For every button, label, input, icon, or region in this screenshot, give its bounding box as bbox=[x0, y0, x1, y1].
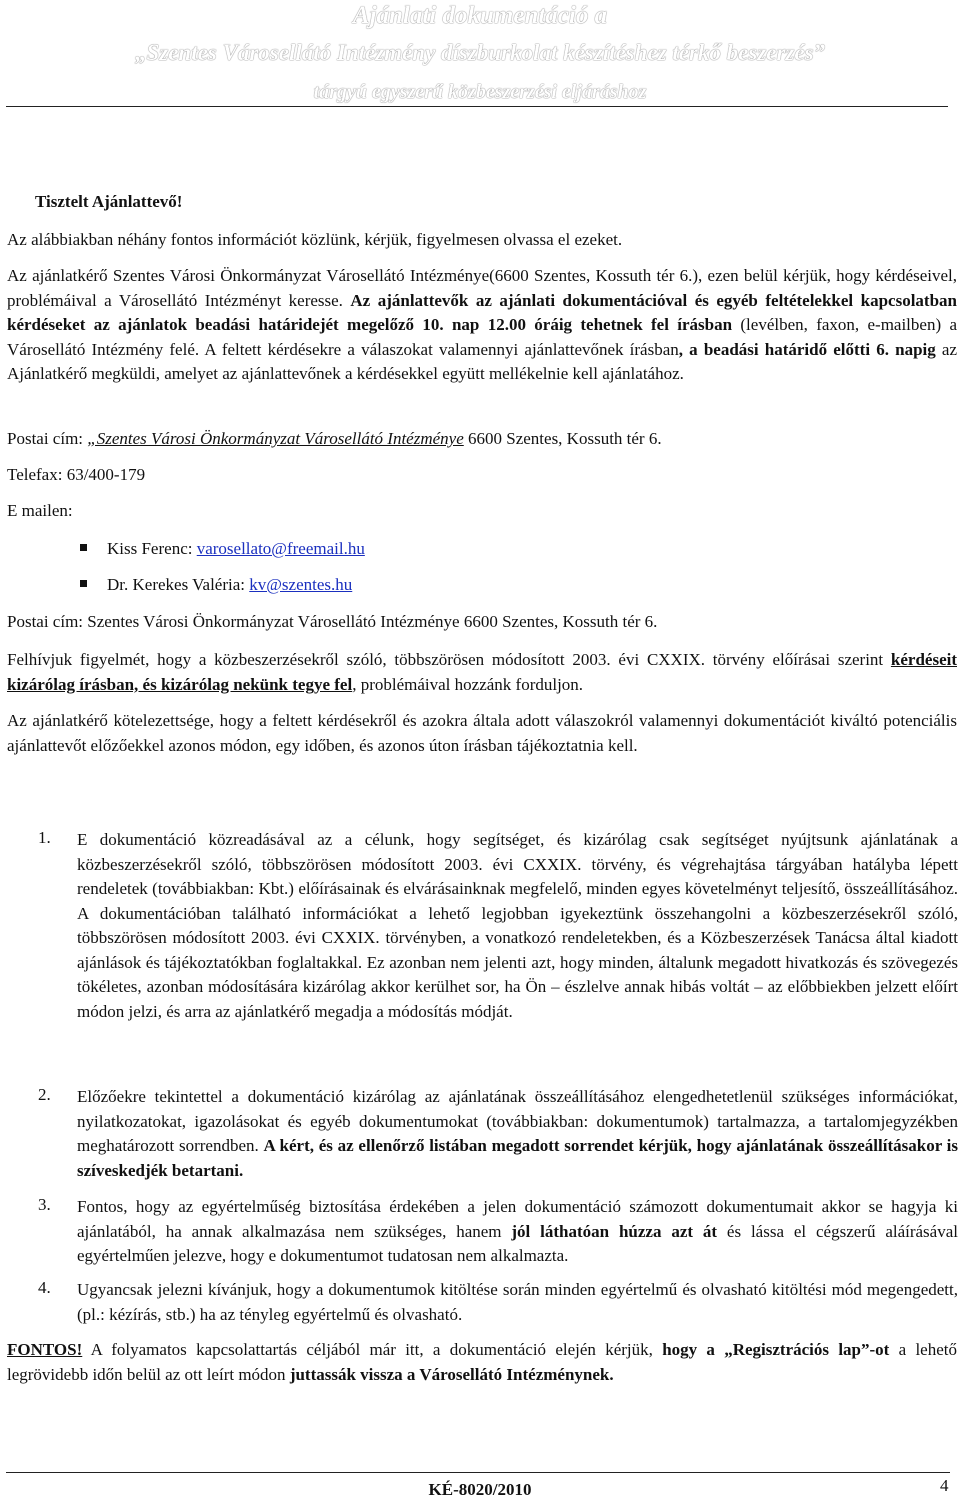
header-procedure: tárgyú egyszerű közbeszerzési eljáráshoz bbox=[313, 81, 647, 103]
item3-bold: jól láthatóan húzza azt át bbox=[511, 1221, 718, 1241]
item3-tail: és lássa el cégszerű aláírásával egyértelműen jelezve, hogy e dokumentumot tudatosan nem alkalmazta. bbox=[77, 1221, 958, 1265]
postal-name: „Szentes Városi Önkormányzat Városellátó Intézménye bbox=[87, 429, 464, 448]
header-divider bbox=[6, 106, 948, 107]
list-item-number: 4. bbox=[38, 1278, 51, 1297]
important-label: FONTOS! bbox=[7, 1340, 83, 1359]
bullet-square-icon bbox=[80, 544, 87, 551]
email-label: E mailen: bbox=[7, 501, 73, 520]
list-item-text: E dokumentáció közreadásával az a célunk, hogy segítséget, és kizárólag csak segítséget nyújtsunk ajánlatának a közbeszerzésekről szóló, többszörösen módosított 2003. évi CXXIX. törvény, és végrehajtása tárgyában hatályba lépett rendeletek (továbbiakban: Kbt.) előírásainak és elvárásainknak megfelelő, minden egyes követelményt teljesítő, összeállításához. A dokumentációban található információkat a lehető legjobban igyekeztünk összehangolni a közbeszerzésekről szóló, többszörösen módosított 2003. évi CXXIX. törvényben, a vonatkozó rendeletekben, és a Közbeszerzések Tanácsa által kiadott ajánlások és tájékoztatókban foglaltakkal. Ez azonban nem jelenti azt, hogy minden, általunk megadott hivatkozás és szövegezés tökéletes, azonban módosítására kizárólag akkor kerülhet sor, ha Ön – észlelve annak hibás voltát – az előbbiekben jelzett előírt módon jelzi, és arra az ajánlatkérő megadja a módosítás módját. bbox=[77, 830, 958, 1021]
fax-number: Telefax: 63/400-179 bbox=[7, 465, 146, 484]
salutation: Tisztelt Ajánlattevő! bbox=[35, 192, 183, 211]
postal-address-2: Postai cím: Szentes Városi Önkormányzat Városellátó Intézménye 6600 Szentes, Kossuth tér 6. bbox=[7, 612, 658, 631]
contact-name: Kiss Ferenc: bbox=[107, 539, 197, 558]
obligation-paragraph: Az ajánlatkérő kötelezettsége, hogy a feltett kérdésekről és azokra általa adott válaszokról valamennyi dokumentációt kiváltó potenciális ajánlattevőt előzőekkel azonos módon, egy időben, és azonos úton írásban tájékoztatnia kell. bbox=[7, 711, 957, 755]
para1-text-e: az Ajánlatkérő megküldi, amelyet az ajánlattevőnek a kérdésekkel együtt mellékelnie kell ajánlatához. bbox=[7, 339, 957, 383]
postal-addr: 6600 Szentes, Kossuth tér 6. bbox=[463, 429, 662, 448]
intro-text: Az alábbiakban néhány fontos információt közlünk, kérjük, figyelmesen olvassa el ezeket. bbox=[7, 230, 623, 249]
important-paragraph bbox=[7, 1338, 957, 1387]
bullet-square-icon bbox=[80, 580, 87, 587]
para2-text-a: Felhívjuk figyelmét, hogy a közbeszerzésekről szóló, többszörösen módosított 2003. évi CXXIX. törvény előírásai szerint bbox=[7, 650, 891, 669]
document-code: KÉ-8020/2010 bbox=[428, 1480, 532, 1499]
contact-name: Dr. Kerekes Valéria: bbox=[107, 575, 250, 594]
list-item-text bbox=[77, 1085, 958, 1183]
contact-item bbox=[80, 574, 352, 596]
para1-deadline: Az ajánlattevők az ajánlati dokumentációval és egyéb feltételekkel kapcsolatban kérdéseket az ajánlatok beadási határidejét megelőző 10. nap 12.00 óráig tehetnek fel írásban bbox=[7, 290, 957, 334]
para2-emphasis: kérdéseit kizárólag írásban, és kizárólag nekünk tegye fel bbox=[7, 650, 957, 694]
email-link[interactable]: kv@szentes.hu bbox=[249, 575, 353, 594]
list-item-text bbox=[77, 1195, 958, 1269]
contact-paragraph bbox=[7, 264, 957, 387]
item2-text: Előzőekre tekintettel a dokumentáció kizárólag az ajánlatának összeállításához elengedhetetlenül szükséges információkat, nyilatkozatokat, igazolásokat és egyéb dokumentumokat (továbbiakban: dokumentumok) tartalmazza, a tartalomjegyzékben meghatározott sorrendben. bbox=[77, 1087, 958, 1155]
important-text-c: a lehető legrövidebb időn belül az ott leírt módon bbox=[7, 1340, 957, 1384]
item3-text: Fontos, hogy az egyértelműség biztosítása érdekében a jelen dokumentáció számozott dokumentumait akkor se hagyja ki ajánlatából, ha annak alkalmazása nem szükséges, hanem bbox=[77, 1197, 958, 1241]
postal-label: Postai cím: bbox=[7, 429, 88, 448]
email-link[interactable]: varosellato@freemail.hu bbox=[196, 539, 365, 558]
important-text-a: A folyamatos kapcsolattartás céljából már itt, a dokumentáció elején kérjük, bbox=[82, 1340, 663, 1359]
important-text-b: hogy a „Regisztrációs lap”-ot bbox=[662, 1340, 890, 1359]
footer-divider bbox=[6, 1472, 950, 1473]
contact-item bbox=[80, 538, 365, 560]
page-number: 4 bbox=[940, 1476, 949, 1495]
list-item-text: Ugyancsak jelezni kívánjuk, hogy a dokumentumok kitöltése során minden egyértelmű és olvasható kitöltési mód megengedett, (pl.: kézírás, stb.) ha az tényleg egyértelmű és olvasható. bbox=[77, 1280, 958, 1324]
law-paragraph bbox=[7, 648, 957, 697]
header-title: Ajánlati dokumentáció a bbox=[352, 2, 608, 29]
para1-text-c: (levélben, faxon, e-mailben) a Városellátó Intézmény felé. A feltett kérdésekre a válaszokat valamennyi ajánlattevőnek írásban bbox=[7, 315, 957, 359]
header-subject: „Szentes Városellátó Intézmény díszburkolat készítéshez térkő beszerzés” bbox=[134, 40, 826, 65]
para1-answer-deadline: , a beadási határidő előtti 6. napig bbox=[678, 339, 936, 359]
para1-text-a: Az ajánlatkérő Szentes Városi Önkormányzat Városellátó Intézménye(6600 Szentes, Kossuth tér 6.), ezen belül kérjük, hogy kérdéseivel, problémáival a Városellátó Intézményt keresse. bbox=[7, 266, 957, 310]
para2-text-c: , problémáival hozzánk forduljon. bbox=[352, 674, 584, 694]
list-item-number: 3. bbox=[38, 1195, 51, 1214]
important-text-d: juttassák vissza a Városellátó Intézménynek. bbox=[289, 1364, 614, 1384]
postal-address-1 bbox=[7, 427, 957, 452]
list-item-number: 2. bbox=[38, 1085, 51, 1104]
item2-bold: A kért, és az ellenőrző listában megadott sorrendet kérjük, hogy ajánlatának összeállításakor is szíveskedjék betartani. bbox=[77, 1136, 959, 1180]
list-item-number: 1. bbox=[38, 828, 51, 847]
